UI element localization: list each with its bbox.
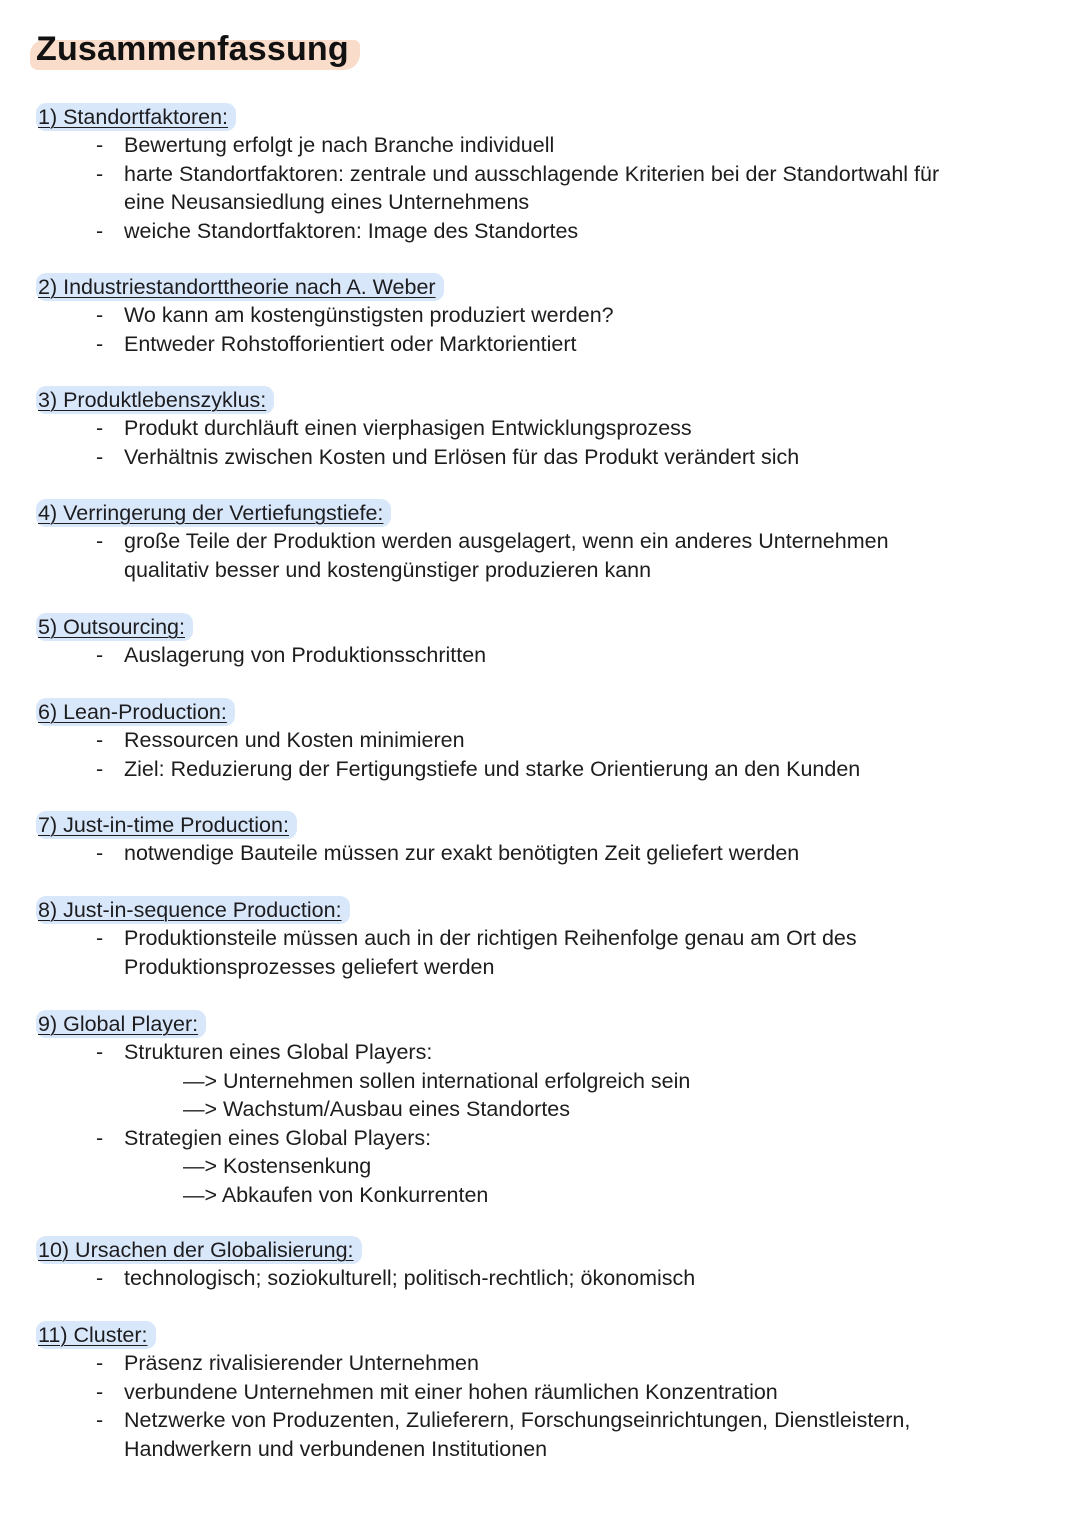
section-heading: 11) Cluster: [36, 1321, 156, 1349]
page-title: Zusammenfassung [36, 30, 349, 68]
section-vertiefungstiefe [38, 499, 1048, 584]
section-globalisierung [38, 1236, 1048, 1293]
section-heading: 9) Global Player: [36, 1010, 206, 1038]
section-outsourcing [38, 613, 1048, 670]
section-cluster [38, 1321, 1048, 1463]
bullet-item: - Produkt durchläuft einen vierphasigen Entwicklungsprozess [96, 416, 692, 440]
section-heading: 10) Ursachen der Globalisierung: [36, 1236, 362, 1264]
section-lean-production [38, 698, 1048, 783]
bullet-item: - technologisch; soziokulturell; politisch-rechtlich; ökonomisch [96, 1266, 696, 1290]
bullet-item: - Produktionsteile müssen auch in der richtigen Reihenfolge genau am Ort des [96, 926, 857, 950]
bullet-item: - Präsenz rivalisierender Unternehmen [96, 1351, 479, 1375]
bullet-item: - Bewertung erfolgt je nach Branche individuell [96, 133, 555, 157]
section-heading: 2) Industriestandorttheorie nach A. Weber [36, 273, 444, 301]
section-industriestandorttheorie [38, 273, 1048, 358]
section-heading: 6) Lean-Production: [36, 698, 235, 726]
bullet-continuation: Handwerkern und verbundenen Institutionen [124, 1436, 548, 1461]
section-heading: 7) Just-in-time Production: [36, 811, 297, 839]
bullet-item: - Verhältnis zwischen Kosten und Erlösen für das Produkt verändert sich [96, 444, 800, 469]
section-heading: 5) Outsourcing: [36, 613, 193, 641]
sub-item: —> Wachstum/Ausbau eines Standortes [183, 1097, 570, 1121]
bullet-item: - Wo kann am kostengünstigsten produziert werden? [96, 303, 614, 327]
section-heading: 1) Standortfaktoren: [36, 103, 236, 131]
sub-item: —> Abkaufen von Konkurrenten [183, 1182, 489, 1207]
section-heading: 4) Verringerung der Vertiefungstiefe: [36, 499, 391, 527]
bullet-item: - Ziel: Reduzierung der Fertigungstiefe und starke Orientierung an den Kunden [96, 756, 861, 781]
bullet-item: - Strukturen eines Global Players: [96, 1040, 433, 1064]
section-heading: 8) Just-in-sequence Production: [36, 896, 350, 924]
bullet-item: - verbundene Unternehmen mit einer hohen räumlichen Konzentration [96, 1379, 778, 1404]
bullet-item: - Auslagerung von Produktionsschritten [96, 643, 487, 667]
sub-item: —> Unternehmen sollen international erfolgreich sein [183, 1068, 691, 1093]
bullet-item: - Entweder Rohstofforientiert oder Marktorientiert [96, 331, 577, 356]
bullet-item: - Strategien eines Global Players: [96, 1125, 432, 1150]
bullet-item: - weiche Standortfaktoren: Image des Standortes [96, 218, 579, 243]
bullet-continuation: qualitativ besser und kostengünstiger produzieren kann [124, 557, 652, 582]
bullet-item: - Ressourcen und Kosten minimieren [96, 728, 465, 752]
bullet-item: - notwendige Bauteile müssen zur exakt benötigten Zeit geliefert werden [96, 841, 800, 865]
bullet-continuation: eine Neusansiedlung eines Unternehmens [124, 190, 530, 214]
section-standortfaktoren [38, 103, 1048, 245]
bullet-item: - Netzwerke von Produzenten, Zulieferern, Forschungseinrichtungen, Dienstleistern, [96, 1408, 911, 1432]
section-produktlebenszyklus [38, 386, 1048, 471]
section-just-in-sequence [38, 896, 1048, 981]
sub-item: —> Kostensenkung [183, 1154, 372, 1178]
bullet-item: - harte Standortfaktoren: zentrale und ausschlagende Kriterien bei der Standortwahl für [96, 161, 940, 186]
section-heading: 3) Produktlebenszyklus: [36, 386, 274, 414]
bullet-item: - große Teile der Produktion werden ausgelagert, wenn ein anderes Unternehmen [96, 529, 889, 553]
section-global-player [38, 1010, 1048, 1209]
section-just-in-time [38, 811, 1048, 868]
bullet-continuation: Produktionsprozesses geliefert werden [124, 954, 495, 979]
